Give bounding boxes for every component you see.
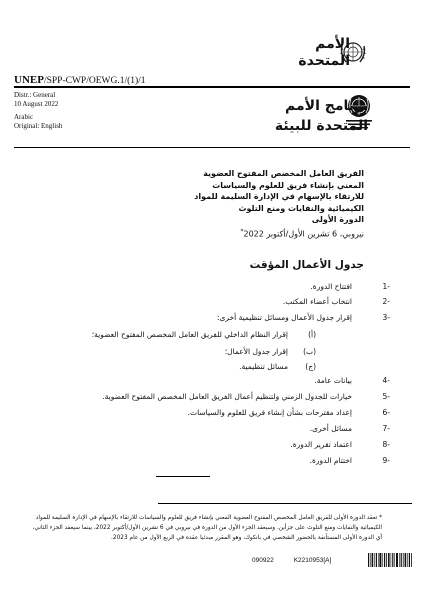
- symbol-rest: /SPP-CWP/OEWG.1/(1)/1: [43, 76, 146, 86]
- meeting-line1: الفريق العامل المخصص المفتوح العضوية: [203, 169, 364, 178]
- agenda-subitem-number: (ج): [305, 362, 316, 371]
- distr-line: Distr.: General: [14, 91, 56, 99]
- agenda-subitem-number: (ب): [303, 347, 316, 356]
- language-line: Arabic: [14, 113, 34, 122]
- agenda-item-text: مسائل أخرى.: [309, 424, 352, 433]
- agenda-item-number: -2: [382, 297, 390, 306]
- agenda-item-number: -8: [382, 440, 390, 449]
- meeting-session: الدورة الأولى: [311, 215, 364, 224]
- symbol-prefix: UNEP: [14, 74, 44, 86]
- footnote-rule: [158, 503, 412, 504]
- agenda-subitem-number: (أ): [308, 330, 316, 339]
- agenda-item-number: -1: [382, 282, 390, 291]
- agenda-item-number: -5: [382, 392, 390, 401]
- agenda-item-text: انتخاب أعضاء المكتب.: [282, 297, 352, 306]
- meeting-line3: للارتقاء بالإسهام في الإدارة السليمة للمواد: [194, 192, 364, 201]
- agenda-item-text: بيانات عامة.: [314, 376, 352, 385]
- agenda-subitem-text: إقرار جدول الأعمال؛: [224, 347, 288, 356]
- meeting-line4: الكيميائية والنفايات ومنع التلوث: [238, 203, 364, 213]
- meeting-place-date: نيروبي، 6 تشرين الأول/أكتوبر 2022: [243, 229, 364, 239]
- barcode-icon: [368, 553, 413, 567]
- un-title-line2: المتحدة: [298, 53, 350, 69]
- original-line: Original: English: [14, 121, 63, 130]
- unep-title-line2: المتحدة للبيئة: [274, 118, 368, 134]
- middle-rule: [14, 147, 410, 148]
- agenda-item-text: اعتماد تقرير الدورة.: [290, 440, 352, 449]
- agenda-item-text: إقرار جدول الأعمال ومسائل تنظيمية أخرى:: [216, 313, 352, 322]
- unep-title-line1: برنامج الأمم: [285, 98, 368, 114]
- un-title-line1: الأمم: [315, 36, 350, 52]
- agenda-item-text: خيارات للجدول الزمني ولتنظيم أعمال الفريق العامل المخصص المفتوح العضوية.: [102, 392, 352, 401]
- agenda-item-number: -3: [382, 313, 390, 322]
- agenda-item-number: -6: [382, 408, 390, 417]
- meeting-line2: المعني بإنشاء فريق للعلوم والسياسات: [212, 180, 364, 190]
- top-rule: [14, 86, 410, 88]
- meeting-block: [114, 168, 364, 240]
- agenda-item-number: -7: [382, 424, 390, 433]
- job-number: 090922: [252, 557, 274, 564]
- distribution-block: [14, 91, 62, 130]
- agenda-item-number: -9: [382, 456, 390, 465]
- un-title: [298, 36, 350, 70]
- job-number-line: [252, 557, 331, 564]
- job-code: K2210953[A]: [293, 557, 332, 564]
- date-line: 10 August 2022: [14, 99, 59, 108]
- agenda-item-number: -4: [382, 376, 390, 385]
- agenda-item-text: إعداد مقترحات بشأن إنشاء فريق للعلوم والسياسات.: [187, 408, 352, 417]
- footnote-text: * تعقد الدورة الأولى للفريق العامل المخصص المفتوح العضوية المعني بإنشاء فريق للعلوم والسياسات للارتقاء بالإسهام في الإدارة السليمة للمواد الكيميائية والنفايات ومنع التلوث على جزأين. وسيعقد الجزء الأول من الدورة في نيروبي في 6 تشرين الأول/أكتوبر 2022، بينما سيعقد الجزء الثاني، أي الدورة الأولى المستأنفة بالحضور الشخصي في بانكوك، وهو المقرر مبدئيا عقده في الربع الأول من عام 2023.: [32, 515, 382, 541]
- document-symbol: [14, 74, 146, 86]
- agenda-item-text: اختتام الدورة.: [309, 456, 352, 465]
- end-rule: [156, 476, 210, 477]
- agenda-subitem-text: إقرار النظام الداخلي للفريق العامل المخصص المفتوح العضوية؛: [91, 330, 288, 339]
- agenda-item-text: افتتاح الدورة.: [310, 282, 352, 291]
- unep-title: [275, 96, 368, 136]
- agenda-subitem-text: مسائل تنظيمية.: [239, 362, 288, 371]
- agenda-title: جدول الأعمال المؤقت: [249, 259, 364, 271]
- footnote-marker: *: [240, 227, 244, 235]
